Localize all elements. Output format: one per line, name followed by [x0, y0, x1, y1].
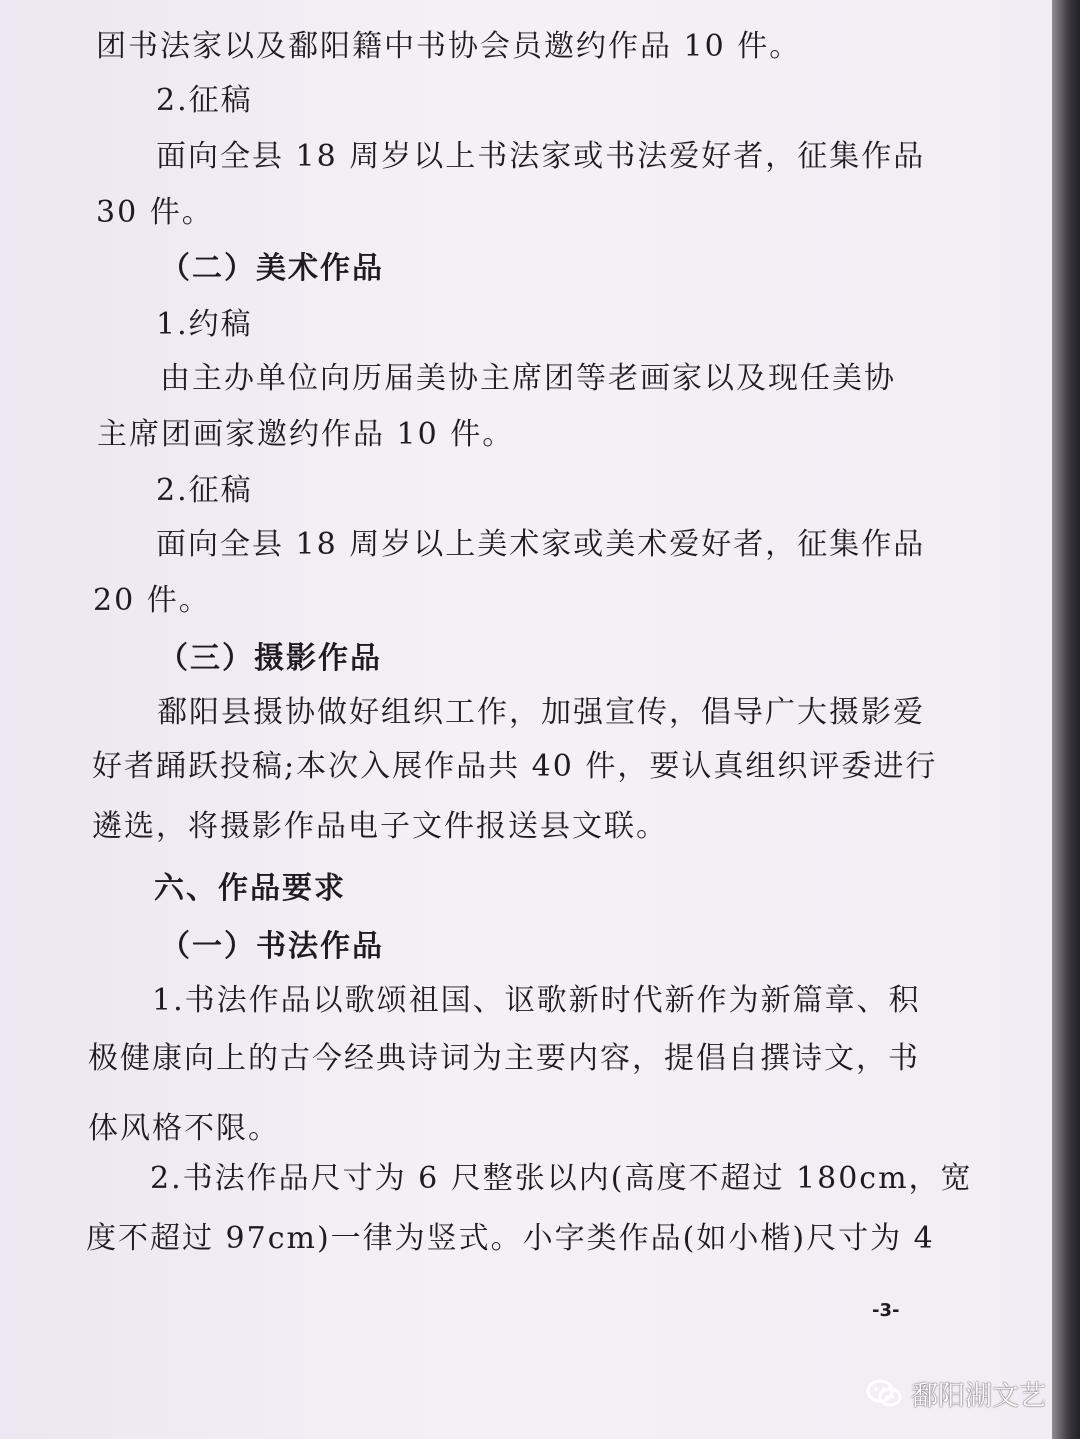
text-line-13: 鄱阳县摄协做好组织工作，加强宣传，倡导广大摄影爱: [157, 695, 925, 730]
text-line-21: 2.书法作品尺寸为 6 尺整张以内(高度不超过 180cm，宽: [150, 1161, 973, 1196]
section-heading-art: （二）美术作品: [160, 251, 384, 286]
text-line-14: 好者踊跃投稿;本次入展作品共 40 件，要认真组织评委进行: [92, 749, 938, 784]
text-line-4: 30 件。: [96, 195, 214, 230]
section-heading-requirements: 六、作品要求: [154, 871, 346, 906]
text-line-1: 团书法家以及鄱阳籍中书协会员邀约作品 10 件。: [96, 29, 802, 64]
text-line-8: 主席团画家邀约作品 10 件。: [97, 417, 515, 452]
text-line-19: 极健康向上的古今经典诗词为主要内容，提倡自撰诗文，书: [88, 1041, 920, 1076]
text-line-2: 2.征稿: [156, 83, 253, 118]
text-line-7: 由主办单位向历届美协主席团等老画家以及现任美协: [160, 361, 896, 396]
page-edge-shadow: [1052, 0, 1080, 1439]
section-heading-calligraphy: （一）书法作品: [160, 929, 384, 964]
wechat-icon: [865, 1377, 903, 1411]
wechat-watermark: [865, 1374, 1046, 1413]
section-heading-photography: （三）摄影作品: [158, 641, 382, 676]
watermark-text: 鄱阳湖文艺: [911, 1381, 1046, 1412]
text-line-10: 面向全县 18 周岁以上美术家或美术爱好者，征集作品: [156, 527, 926, 562]
text-line-9: 2.征稿: [156, 473, 253, 508]
text-line-6: 1.约稿: [156, 307, 253, 342]
text-line-22: 度不超过 97cm)一律为竖式。小字类作品(如小楷)尺寸为 4: [86, 1221, 935, 1256]
page-number: -3-: [872, 1300, 900, 1321]
text-line-3: 面向全县 18 周岁以上书法家或书法爱好者，征集作品: [156, 139, 926, 174]
text-line-18: 1.书法作品以歌颂祖国、讴歌新时代新作为新篇章、积: [152, 983, 921, 1018]
text-line-20: 体风格不限。: [88, 1111, 280, 1146]
text-line-15: 遴选，将摄影作品电子文件报送县文联。: [92, 809, 668, 844]
text-line-11: 20 件。: [93, 583, 211, 618]
